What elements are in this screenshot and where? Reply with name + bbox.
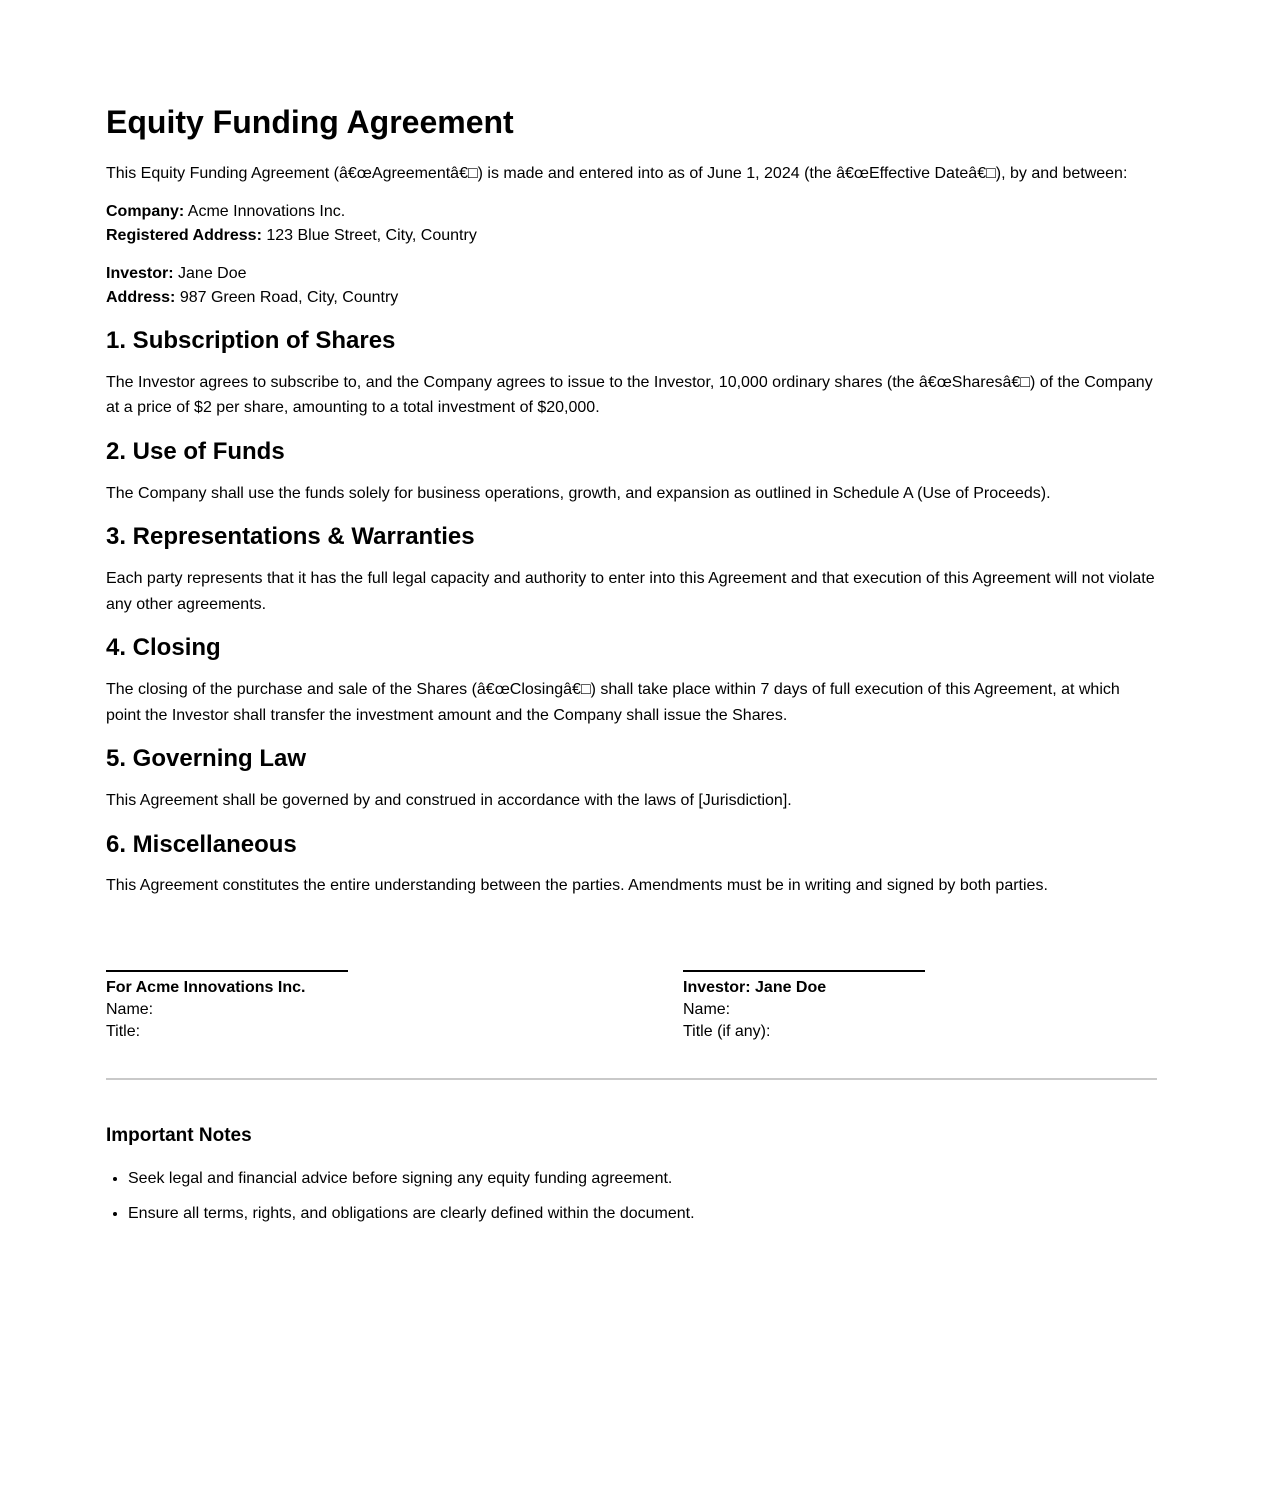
section-heading-miscellaneous: 6. Miscellaneous bbox=[106, 830, 297, 858]
section-body-miscellaneous: This Agreement constitutes the entire understanding between the parties. Amendments must be in writing and signed by both parties. bbox=[106, 877, 1048, 895]
section-heading-closing: 4. Closing bbox=[106, 634, 221, 662]
investor-label: Investor: bbox=[106, 264, 174, 282]
intro-paragraph: This Equity Funding Agreement (â€œAgreementâ€□) is made and entered into as of June 1, 2024 (the â€œEffective Dateâ€□), by and between: bbox=[106, 164, 1128, 182]
registered-address-value: 123 Blue Street, City, Country bbox=[266, 226, 477, 244]
investor-signature-line bbox=[683, 970, 925, 972]
company-label: Company: bbox=[106, 202, 185, 220]
note-item: • Ensure all terms, rights, and obligations are clearly defined within the document. bbox=[128, 1201, 1157, 1227]
section-body-use-of-funds: The Company shall use the funds solely for business operations, growth, and expansion as outlined in Schedule A (Use of Proceeds). bbox=[106, 484, 1051, 502]
address-label: Address: bbox=[106, 288, 176, 306]
company-name: Acme Innovations Inc. bbox=[187, 202, 346, 220]
investor-party-block bbox=[106, 262, 1157, 310]
company-title-field-label: Title: bbox=[106, 1023, 141, 1041]
notes-list bbox=[106, 1166, 1157, 1226]
signature-block bbox=[106, 970, 1157, 1043]
section-body-governing-law: This Agreement shall be governed by and construed in accordance with the laws of [Jurisdiction]. bbox=[106, 791, 792, 809]
investor-signature-title: Investor: Jane Doe bbox=[683, 978, 827, 996]
investor-signature-column bbox=[683, 970, 1053, 1043]
section-heading-governing-law: 5. Governing Law bbox=[106, 745, 307, 773]
company-signature-line bbox=[106, 970, 348, 972]
section-body-representations: Each party represents that it has the full legal capacity and authority to enter into this Agreement and that execution of this Agreement will not violate any other agreements. bbox=[106, 569, 1155, 613]
company-signature-column bbox=[106, 970, 683, 1043]
address-value: 987 Green Road, City, Country bbox=[179, 288, 399, 306]
section-heading-use-of-funds: 2. Use of Funds bbox=[106, 437, 285, 465]
section-divider bbox=[106, 1078, 1157, 1080]
company-party-block bbox=[106, 200, 1157, 248]
section-heading-subscription: 1. Subscription of Shares bbox=[106, 326, 396, 354]
investor-name-field-label: Name: bbox=[683, 1001, 731, 1018]
registered-address-label: Registered Address: bbox=[106, 226, 262, 244]
investor-name: Jane Doe bbox=[178, 264, 247, 282]
note-item: • Seek legal and financial advice before signing any equity funding agreement. bbox=[128, 1166, 1157, 1192]
page-title: Equity Funding Agreement bbox=[106, 104, 514, 140]
section-body-closing: The closing of the purchase and sale of the Shares (â€œClosingâ€□) shall take place within 7 days of full execution of this Agreement, at which point the Investor shall transfer the investment amount and the Company shall issue the Shares. bbox=[106, 680, 1120, 724]
section-heading-representations: 3. Representations & Warranties bbox=[106, 523, 475, 551]
notes-heading: Important Notes bbox=[106, 1125, 252, 1147]
investor-title-field-label: Title (if any): bbox=[683, 1023, 771, 1041]
company-signature-title: For Acme Innovations Inc. bbox=[106, 978, 306, 996]
company-name-field-label: Name: bbox=[106, 1001, 154, 1018]
section-body-subscription: The Investor agrees to subscribe to, and the Company agrees to issue to the Investor, 10,000 ordinary shares (the â€œSharesâ€□) of the Company at a price of $2 per share, amounting to a total investment of $20,000. bbox=[106, 373, 1153, 417]
